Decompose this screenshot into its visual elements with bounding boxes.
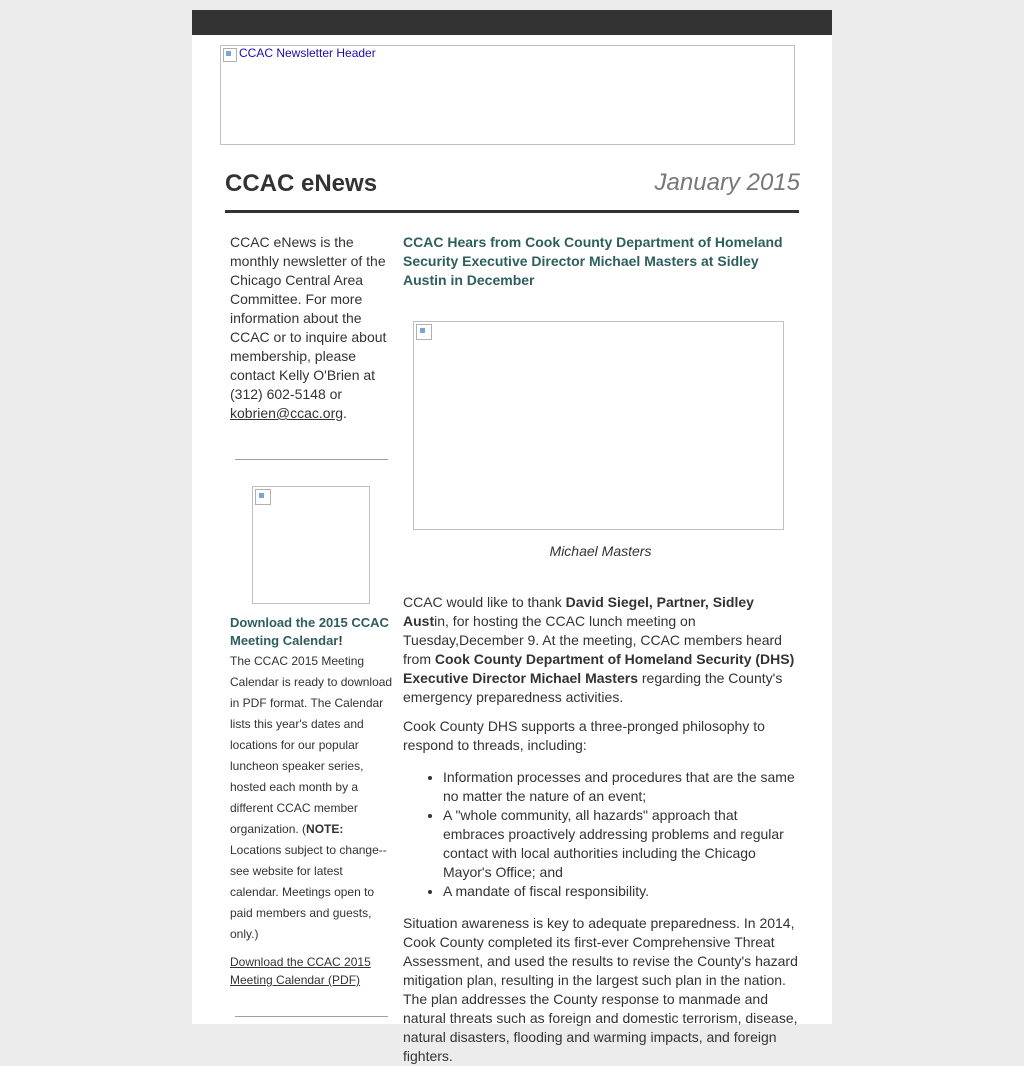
article-body <box>403 593 798 1066</box>
download-title-text: Download the 2015 CCAC Meeting Calendar <box>230 615 389 648</box>
article-paragraph: Situation awareness is key to adequate preparedness. In 2014, Cook County completed its first-ever Comprehensive Threat Assessment, and used the results to revise the County's hazard mitigation plan, resulting in the largest such plan in the nation. The plan addresses the County response to manmade and natural threats such as foreign and domestic terrorism, disease, natural disasters, flooding and warming impacts, and foreign fighters. <box>403 915 798 1064</box>
intro-body: CCAC eNews is the monthly newsletter of the Chicago Central Area Committee. For more information about the CCAC or to inquire about membership, please contact Kelly O'Brien at (312) 602-5148 or <box>230 234 387 402</box>
article-photo <box>413 321 784 530</box>
p1-speaker-name: Cook County Department of Homeland Security (DHS) Executive Director Michael Masters <box>403 651 795 686</box>
list-item: • Information processes and procedures that are the same no matter the nature of an event; <box>443 768 798 806</box>
intro-text <box>230 233 394 423</box>
top-bar <box>192 10 832 35</box>
philosophy-list <box>403 768 798 901</box>
list-item: • A mandate of fiscal responsibility. <box>443 882 798 901</box>
download-title-bang: ! <box>338 633 343 648</box>
intro-end: . <box>343 405 347 421</box>
download-calendar-title[interactable] <box>230 614 394 650</box>
calendar-image[interactable] <box>252 486 370 604</box>
download-body-part-1: The CCAC 2015 Meeting Calendar is ready to download in PDF format. The Calendar lists this year's dates and locations for our popular luncheon speaker series, hosted each month by a different CCAC member organization. ( <box>230 654 393 836</box>
newsletter-title: CCAC eNews <box>225 170 378 197</box>
p1-text: CCAC would like to thank <box>403 594 566 610</box>
p1-host-name: David Siegel, Partner, Sidley Aust <box>403 594 754 629</box>
newsletter-header-image <box>220 45 795 145</box>
header-image-alt-text: CCAC Newsletter Header <box>239 46 376 61</box>
p1-text: regarding the County's emergency preparedness activities. <box>403 670 783 705</box>
list-item: • A "whole community, all hazards" approach that embraces proactively addressing problems and regular contact with local authorities including the Chicago Mayor's Office; and <box>443 806 798 882</box>
note-label: NOTE: <box>306 822 344 836</box>
photo-caption: Michael Masters <box>549 543 652 559</box>
download-calendar-description <box>230 651 394 945</box>
p1-text: in, for hosting the CCAC lunch meeting on Tuesday,December 9. At the meeting, CCAC members heard from <box>403 613 782 667</box>
contact-email-link[interactable]: kobrien@ccac.org <box>230 405 344 421</box>
issue-date: January 2015 <box>654 169 800 196</box>
broken-image-icon <box>416 324 432 340</box>
article-paragraph <box>403 593 798 707</box>
broken-image-icon <box>223 48 237 62</box>
article-paragraph: Cook County DHS supports a three-pronged philosophy to respond to threads, including: <box>403 718 765 753</box>
download-body-part-2: Locations subject to change--see website for latest calendar. Meetings open to paid members and guests, only.) <box>230 843 387 941</box>
sidebar-divider <box>235 1016 388 1017</box>
broken-image-icon <box>255 489 271 505</box>
sidebar <box>230 233 394 1017</box>
sidebar-divider <box>235 459 388 460</box>
header-rule <box>225 210 799 213</box>
article <box>403 233 798 1066</box>
newsletter-container <box>192 35 832 1064</box>
download-calendar-pdf-link[interactable]: Download the CCAC 2015 Meeting Calendar (PDF) <box>230 955 371 987</box>
article-headline[interactable]: CCAC Hears from Cook County Department of Homeland Security Executive Director Michael Masters at Sidley Austin in December <box>403 234 783 288</box>
